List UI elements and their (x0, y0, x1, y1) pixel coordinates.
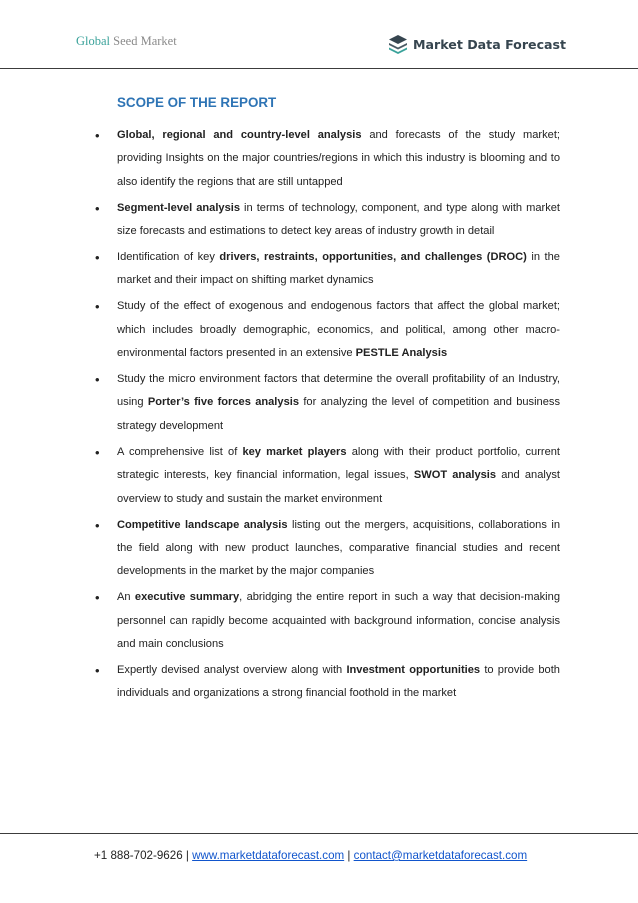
scope-bullet-item (117, 197, 560, 244)
bullet-text: to provide both individuals and organizations a strong financial foothold in the market (117, 663, 560, 700)
footer-separator: | (182, 849, 193, 862)
scope-bullet-item (117, 586, 560, 656)
footer-email-link[interactable]: contact@marketdataforecast.com (353, 849, 528, 862)
bullet-bold-text: Investment opportunities (346, 663, 481, 676)
bullet-text: along with their product portfolio, current strategic interests, key financial information, legal issues, (117, 445, 561, 482)
scope-bullet-item (117, 514, 560, 584)
scope-bullet-item (117, 659, 560, 706)
header-divider (0, 68, 638, 69)
scope-bullet-item (117, 441, 560, 511)
bullet-bold-text: Competitive landscape analysis (117, 518, 288, 531)
bullet-text: , abridging the entire report in such a way that decision-making personnel can rapidly become acquainted with background information, concise analysis and main conclusions (117, 591, 560, 651)
bullet-bold-text: executive summary (134, 591, 240, 604)
header-title-accent: Global (76, 34, 111, 48)
logo-stack-icon (388, 34, 408, 54)
bullet-text: A comprehensive list of (117, 445, 243, 458)
bullet-text: and forecasts of the study market; providing Insights on the major countries/regions in which this industry is blooming and to also identify the regions that are still untapped (117, 129, 561, 188)
scope-bullet-item (117, 368, 560, 438)
footer-contact (94, 849, 527, 862)
bullet-bold-text: drivers, restraints, opportunities, and challenges (DROC) (219, 251, 527, 264)
bullet-text: in the market and their impact on shifting market dynamics (117, 251, 560, 287)
footer-website-link[interactable]: www.marketdataforecast.com (192, 849, 345, 862)
bullet-bold-text: key market players (242, 445, 347, 458)
logo-text: Market Data Forecast (413, 36, 567, 52)
bullet-bold-text: Global, regional and country-level analysis (117, 129, 362, 141)
bullet-text: for analyzing the level of competition and business strategy development (117, 396, 560, 432)
scope-bullet-item (117, 295, 560, 365)
scope-bullet-item (117, 246, 560, 293)
bullet-bold-text: Segment-level analysis (117, 201, 241, 214)
footer-separator-2: | (344, 849, 354, 862)
bullet-bold-text: PESTLE Analysis (355, 347, 448, 360)
header-title-rest: Seed Market (110, 34, 177, 48)
bullet-text: Identification of key (117, 251, 220, 264)
scope-bullet-item (117, 124, 560, 194)
bullet-text: and analyst overview to study and sustain the market environment (117, 469, 561, 505)
bullet-text: Study the micro environment factors that determine the overall profitability of an Industry, using (117, 373, 560, 409)
bullet-text: An (117, 591, 135, 604)
bullet-text: Expertly devised analyst overview along with (117, 663, 347, 676)
bullet-bold-text: Porter’s five forces analysis (147, 396, 299, 409)
header-title (76, 34, 177, 49)
footer-phone: +1 888-702-9626 (94, 849, 183, 862)
bullet-bold-text: SWOT analysis (413, 469, 497, 482)
bullet-text: in terms of technology, component, and type along with market size forecasts and estimations to detect key areas of industry growth in detail (117, 201, 560, 238)
bullet-text: Study of the effect of exogenous and endogenous factors that affect the global market; which includes broadly demographic, economics, and political, among other macro-environmental factors presented in an extensive (117, 300, 560, 360)
bullet-text: listing out the mergers, acquisitions, collaborations in the field along with new product launches, comparative financial studies and recent developments in the market by the major companies (117, 518, 560, 578)
company-logo (388, 34, 566, 54)
footer-divider (0, 833, 638, 834)
scope-bullet-list (117, 124, 560, 708)
section-heading: SCOPE OF THE REPORT (117, 95, 277, 110)
